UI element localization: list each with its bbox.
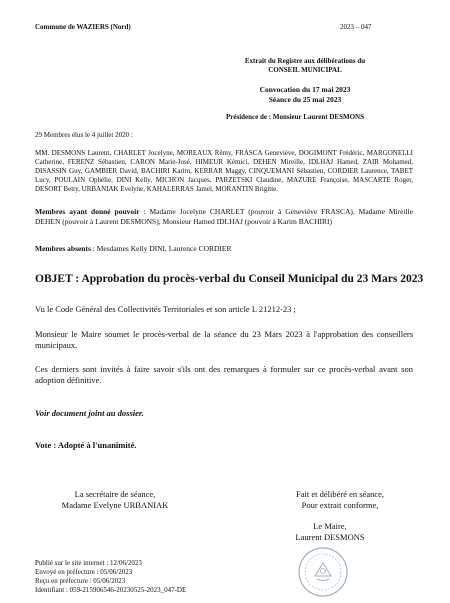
session-date: Séance du 25 mai 2023	[268, 95, 342, 104]
received-prefecture-date: Reçu en préfecture : 05/06/2023	[35, 577, 126, 585]
members-count: 29 Membres élus le 4 juillet 2020 :	[35, 131, 133, 139]
present-members-list: MM. DESMONS Laurent, CHARLET Jocelyne, MOREAUX Rémy, FRASCA Geneviève, DOGIMONT Frédéric, MARGONELLI Catherine, FERENZ Sébastien, CARON Marie-José, HIMEUR Kémici, DEHEN Mireille, IDLHAJ Hamed, ZAIR Mohamed, DISASSIN Guy, GAMBIER David, BACHIRI Karim, KERRAR Maggy, CINQUEMANI Sébastien, CORDIER Laurence, TABET Lucy, POULAIN Ophélie, DINI Kelly, MICHON Jacques, PARZETSKI Claudine, MAZURE Françoise, MASCARTE Roger, DESORT Betty, URBANIAK Evelyne, KAHALERRAS Jamel, MORANTIN Brigitte.	[35, 149, 413, 193]
absent-text: : Mesdames Kelly DINI, Laurence CORDIER	[90, 244, 232, 253]
transmission-footer	[35, 559, 186, 595]
proxy-text: : Madame Jocelyne CHARLET (pouvoir à Geneviève FRASCA), Madame Mireille DEHEN (pouvoir à Laurent DESMONS), Monsieur Hamed IDLHAJ (pouvoir à Karim BACHIRI)	[35, 207, 413, 226]
done-line-2: Pour extrait conforme,	[301, 500, 379, 510]
objet-heading: OBJET : Approbation du procès-verbal du Conseil Municipal du 23 Mars 2023	[35, 273, 424, 285]
proxy-members	[35, 207, 413, 227]
secretary-title: La secrétaire de séance,	[74, 489, 156, 499]
register-line-2: CONSEIL MUNICIPAL	[268, 66, 342, 74]
vote-line	[35, 440, 136, 451]
sent-prefecture-date: Envoyé en préfecture : 05/06/2023	[35, 568, 133, 576]
mayor-proposal: Monsieur le Maire soumet le procès-verbal de la séance du 23 Mars 2023 à l'approbation des conseillers municipaux.	[35, 329, 413, 350]
absent-label: Membres absents	[35, 244, 91, 253]
register-line-1: Extrait du Registre aux délibérations du	[244, 57, 366, 65]
vote-result: Adopté à l'unanimité.	[57, 440, 137, 450]
certification-block	[270, 489, 410, 511]
legal-reference: Vu le Code Général des Collectivités Territoriales et son article L 21212-23 ;	[35, 304, 296, 314]
mayor-title: Le Maire,	[313, 521, 347, 531]
invitation-remarks: Ces derniers sont invités à faire savoir s'ils ont des remarques à formuler sur ce procès-verbal avant son adoption définitive.	[35, 364, 413, 385]
deliberation-identifier: Identifiant : 059-215906546-20230525-2023_047-DE	[35, 586, 187, 594]
proxy-label: Membres ayant donné pouvoir	[35, 207, 140, 216]
deliberation-number: 2023 – 047	[340, 23, 372, 31]
absent-members	[35, 244, 232, 254]
mayor-name: Laurent DESMONS	[295, 532, 365, 542]
secretary-name: Madame Evelyne URBANIAK	[61, 500, 169, 510]
meeting-dates	[200, 85, 410, 105]
mayor-signature-block	[270, 521, 390, 543]
vote-label: Vote :	[35, 440, 58, 450]
done-line-1: Fait et délibéré en séance,	[295, 489, 385, 499]
published-date: Publié sur le site internet : 12/06/2023	[35, 559, 142, 567]
convocation-date: Convocation du 17 mai 2023	[259, 85, 351, 94]
register-title	[200, 57, 410, 75]
commune-name: Commune de WAZIERS (Nord)	[35, 23, 131, 31]
attached-document-note: Voir document joint au dossier.	[35, 408, 144, 418]
presidency-line: Présidence de : Monsieur Laurent DESMONS	[226, 113, 364, 121]
municipal-seal-icon	[297, 546, 349, 598]
secretary-signature-block	[45, 489, 185, 511]
